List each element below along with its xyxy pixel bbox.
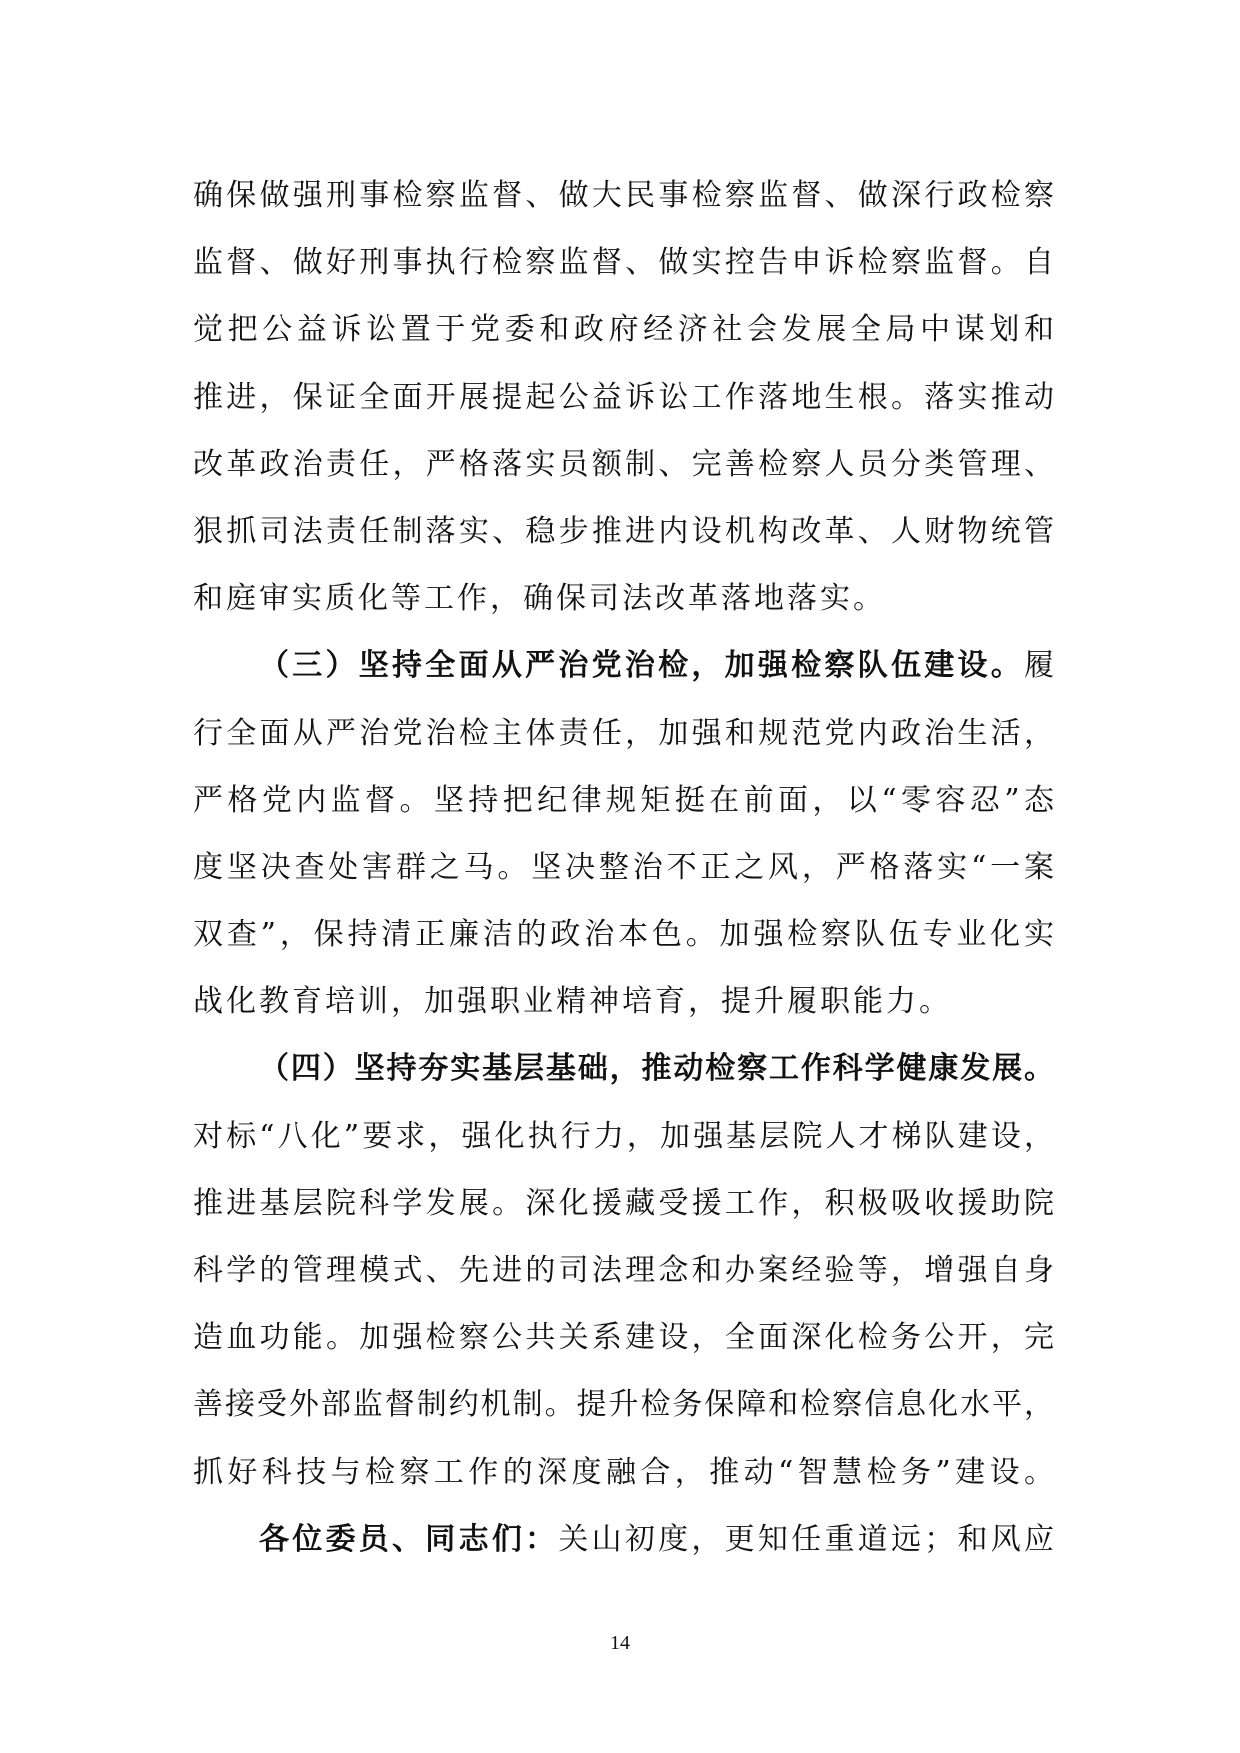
body-line: 善接受外部监督制约机制。提升检务保障和检察信息化水平， — [193, 1387, 1054, 1423]
paragraph — [193, 1035, 1054, 1505]
body-line: 行全面从严治党治检主体责任，加强和规范党内政治生活， — [193, 715, 1054, 751]
body-line: 推进基层院科学发展。深化援藏受援工作，积极吸收援助院 — [193, 1185, 1054, 1221]
body-line: 严格党内监督。坚持把纪律规矩挺在前面，以“零容忍”态 — [193, 782, 1054, 818]
body-line: 确保做强刑事检察监督、做大民事检察监督、做深行政检察 — [193, 178, 1054, 213]
body-line: 改革政治责任，严格落实员额制、完善检察人员分类管理、 — [193, 446, 1054, 482]
body-line: 觉把公益诉讼置于党委和政府经济社会发展全局中谋划和 — [193, 312, 1054, 348]
body-line: 对标“八化”要求，强化执行力，加强基层院人才梯队建设， — [193, 1118, 1054, 1154]
body-line: 战化教育培训，加强职业精神培育，提升履职能力。 — [193, 984, 952, 1020]
section-heading: （四）坚持夯实基层基础，推动检察工作科学健康发展。 — [259, 1051, 1054, 1087]
body-line: 监督、做好刑事执行检察监督、做实控告申诉检察监督。自 — [193, 245, 1054, 281]
body-text-segment: 履 — [1024, 648, 1054, 684]
body-line — [193, 1506, 1054, 1573]
body-line: 和庭审实质化等工作，确保司法改革落地落实。 — [193, 581, 886, 617]
page-number: 14 — [610, 1632, 630, 1654]
body-line: 科学的管理模式、先进的司法理念和办案经验等，增强自身 — [193, 1253, 1054, 1288]
body-line: 狠抓司法责任制落实、稳步推进内设机构改革、人财物统管 — [193, 513, 1054, 549]
body-text-segment: 关山初度，更知任重道远；和风应 — [558, 1521, 1055, 1557]
paragraph — [193, 632, 1054, 1035]
salutation: 各位委员、同志们： — [259, 1521, 559, 1557]
paragraph — [193, 162, 1054, 632]
body-line: 度坚决查处害群之马。坚决整治不正之风，严格落实“一案 — [193, 849, 1054, 885]
section-heading: （三）坚持全面从严治党治检，加强检察队伍建设。 — [259, 648, 1024, 684]
body-line: 推进，保证全面开展提起公益诉讼工作落地生根。落实推动 — [193, 379, 1054, 415]
body-line — [193, 1035, 1054, 1102]
body-line — [193, 632, 1054, 699]
body-line: 抓好科技与检察工作的深度融合，推动“智慧检务”建设。 — [193, 1454, 1054, 1490]
paragraph — [193, 1506, 1054, 1573]
body-line: 双查”，保持清正廉洁的政治本色。加强检察队伍专业化实 — [193, 917, 1054, 953]
body-line: 造血功能。加强检察公共关系建设，全面深化检务公开，完 — [193, 1320, 1054, 1356]
body-text — [193, 162, 1054, 1573]
